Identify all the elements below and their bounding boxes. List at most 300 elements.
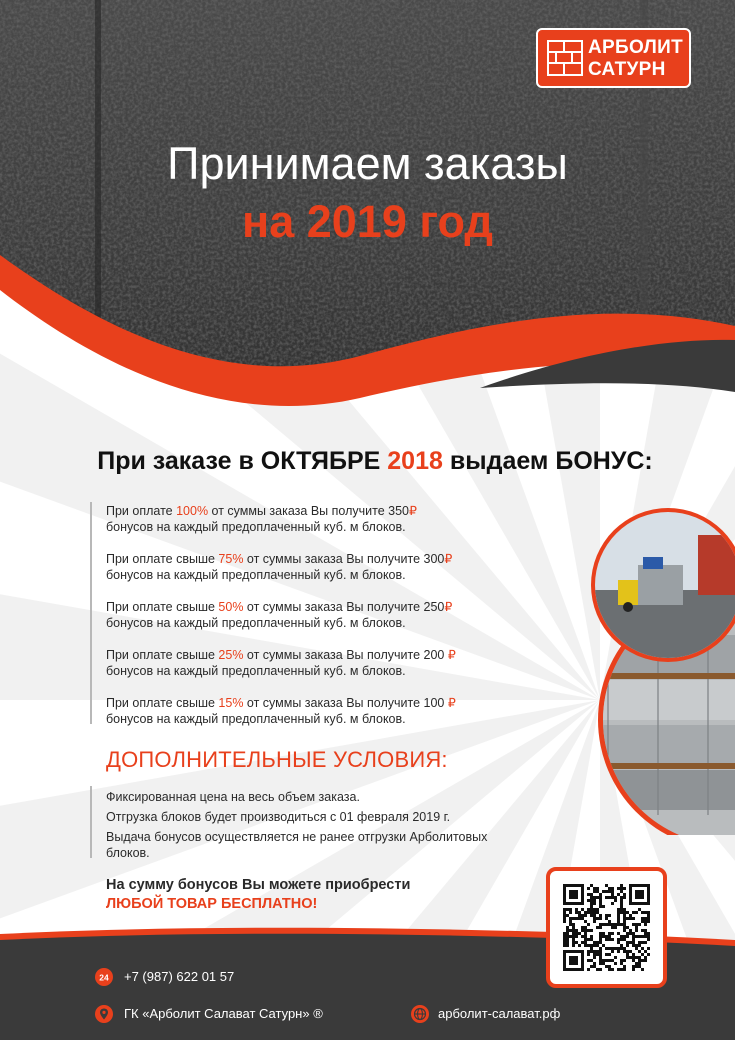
qr-module (641, 959, 644, 962)
qr-module (620, 896, 623, 899)
qr-module (635, 944, 638, 947)
qr-module (599, 926, 602, 929)
qr-module (641, 920, 644, 923)
qr-module (617, 920, 620, 923)
qr-module (590, 905, 593, 908)
qr-module (617, 938, 620, 941)
qr-module (623, 926, 626, 929)
qr-module (611, 893, 614, 896)
qr-module (566, 944, 569, 947)
bonus-item (106, 503, 486, 535)
qr-module (593, 914, 596, 917)
bonus-item-percent: 50% (218, 600, 244, 614)
qr-module (611, 932, 614, 935)
qr-module (590, 938, 593, 941)
qr-module (593, 902, 596, 905)
qr-module (596, 917, 599, 920)
qr-module (581, 917, 584, 920)
qr-module (572, 944, 575, 947)
qr-module (635, 947, 638, 950)
bonus-item-text: При оплате свыше (106, 696, 219, 710)
qr-module (608, 932, 611, 935)
qr-module (620, 905, 623, 908)
qr-module (599, 899, 602, 902)
qr-module (575, 929, 578, 932)
qr-module (599, 923, 602, 926)
qr-module (575, 917, 578, 920)
qr-module (638, 962, 641, 965)
qr-module (641, 917, 644, 920)
ruble-sign: ₽ (444, 552, 453, 566)
qr-module (605, 923, 608, 926)
qr-module (584, 935, 587, 938)
qr-module (596, 896, 599, 899)
qr-module (590, 902, 593, 905)
qr-module (608, 887, 611, 890)
qr-module (602, 944, 605, 947)
brick-wall-icon (545, 38, 585, 78)
qr-module (611, 938, 614, 941)
qr-module (608, 968, 611, 971)
qr-module (629, 917, 632, 920)
qr-module (569, 917, 572, 920)
bonus-title-part1: При заказе в ОКТЯБРЕ (97, 447, 388, 475)
qr-module (581, 914, 584, 917)
qr-module (608, 947, 611, 950)
qr-module (620, 899, 623, 902)
qr-module (599, 950, 602, 953)
logo-text-line1: АРБОЛИТ (588, 37, 684, 58)
bonus-item-text: При оплате свыше (106, 648, 219, 662)
qr-module (584, 944, 587, 947)
qr-module (581, 926, 584, 929)
bonus-item-percent: 15% (218, 696, 244, 710)
qr-module (623, 935, 626, 938)
qr-module (623, 896, 626, 899)
qr-module (569, 935, 572, 938)
qr-module (626, 941, 629, 944)
bonus-item (106, 647, 486, 679)
qr-module (626, 956, 629, 959)
qr-module (638, 941, 641, 944)
qr-module (647, 914, 650, 917)
qr-module (605, 953, 608, 956)
qr-module (632, 968, 635, 971)
bonus-item-text: от суммы заказа Вы получите 200 (243, 648, 448, 662)
qr-module (599, 905, 602, 908)
qr-module (605, 896, 608, 899)
qr-module (629, 956, 632, 959)
qr-module (644, 932, 647, 935)
qr-module (590, 947, 593, 950)
qr-module (611, 968, 614, 971)
qr-module (599, 896, 602, 899)
qr-module (581, 908, 584, 911)
qr-module (623, 923, 626, 926)
qr-module (569, 920, 572, 923)
qr-module (593, 965, 596, 968)
qr-module (563, 944, 566, 947)
qr-module (623, 914, 626, 917)
qr-module (632, 941, 635, 944)
qr-module (599, 959, 602, 962)
qr-module (638, 908, 641, 911)
headline-line1: Принимаем заказы (167, 138, 568, 189)
product-photo (548, 495, 735, 835)
qr-module (578, 914, 581, 917)
qr-module (647, 947, 650, 950)
qr-module (590, 911, 593, 914)
qr-module (602, 959, 605, 962)
bonus-item-text: от суммы заказа Вы получите 300 (243, 552, 445, 566)
qr-module (599, 893, 602, 896)
qr-module (608, 965, 611, 968)
qr-module (584, 926, 587, 929)
qr-finder (635, 890, 644, 899)
qr-module (599, 932, 602, 935)
qr-module (620, 935, 623, 938)
qr-module (623, 959, 626, 962)
qr-module (623, 929, 626, 932)
qr-module (572, 935, 575, 938)
bonus-item-text: от суммы заказа Вы получите 250 (243, 600, 445, 614)
qr-module (620, 902, 623, 905)
qr-module (620, 884, 623, 887)
qr-module (611, 887, 614, 890)
qr-module (590, 908, 593, 911)
qr-module (578, 944, 581, 947)
qr-module (584, 911, 587, 914)
qr-module (596, 944, 599, 947)
qr-module (566, 935, 569, 938)
qr-module (566, 932, 569, 935)
qr-module (617, 968, 620, 971)
bonus-item-text: бонусов на каждый предоплаченный куб. м блоков. (106, 568, 406, 582)
qr-module (569, 923, 572, 926)
ruble-sign: ₽ (447, 648, 456, 662)
qr-module (584, 941, 587, 944)
qr-module (605, 935, 608, 938)
qr-module (575, 935, 578, 938)
qr-module (641, 968, 644, 971)
qr-module (572, 938, 575, 941)
ruble-sign: ₽ (447, 696, 456, 710)
qr-module (611, 902, 614, 905)
qr-module (593, 911, 596, 914)
qr-module (599, 953, 602, 956)
qr-module (617, 908, 620, 911)
qr-module (593, 887, 596, 890)
qr-module (644, 956, 647, 959)
qr-module (587, 953, 590, 956)
qr-module (641, 941, 644, 944)
qr-module (614, 962, 617, 965)
qr-module (635, 956, 638, 959)
qr-module (596, 890, 599, 893)
qr-module (581, 941, 584, 944)
bonus-item-percent: 100% (176, 504, 209, 518)
qr-module (632, 944, 635, 947)
qr-module (611, 950, 614, 953)
qr-module (620, 959, 623, 962)
qr-module (632, 932, 635, 935)
qr-module (587, 923, 590, 926)
qr-module (641, 947, 644, 950)
qr-module (635, 965, 638, 968)
qr-module (569, 911, 572, 914)
qr-module (605, 959, 608, 962)
qr-module (626, 917, 629, 920)
qr-module (614, 947, 617, 950)
qr-module (623, 968, 626, 971)
qr-module (644, 941, 647, 944)
qr-module (617, 917, 620, 920)
qr-module (617, 932, 620, 935)
qr-module (590, 896, 593, 899)
bonus-item-text: бонусов на каждый предоплаченный куб. м блоков. (106, 520, 406, 534)
qr-module (572, 932, 575, 935)
qr-finder (569, 956, 578, 965)
qr-module (617, 950, 620, 953)
qr-module (632, 953, 635, 956)
conditions-divider (90, 786, 92, 858)
condition-item: Отгрузка блоков будет производиться с 01 февраля 2019 г. (106, 810, 451, 824)
qr-module (608, 959, 611, 962)
qr-module (590, 893, 593, 896)
qr-module (629, 914, 632, 917)
qr-module (620, 923, 623, 926)
qr-module (563, 941, 566, 944)
qr-module (617, 911, 620, 914)
qr-module (644, 923, 647, 926)
qr-module (623, 938, 626, 941)
qr-module (563, 917, 566, 920)
qr-module (584, 920, 587, 923)
qr-module (587, 899, 590, 902)
qr-module (617, 887, 620, 890)
qr-module (605, 914, 608, 917)
qr-module (587, 944, 590, 947)
qr-module (590, 944, 593, 947)
qr-module (563, 911, 566, 914)
bonus-item-text: бонусов на каждый предоплаченный куб. м блоков. (106, 616, 406, 630)
qr-module (641, 935, 644, 938)
bonus-title (0, 445, 735, 477)
qr-module (635, 923, 638, 926)
qr-module (575, 932, 578, 935)
qr-module (602, 935, 605, 938)
bonus-item-text: При оплате свыше (106, 600, 219, 614)
globe-icon (410, 1004, 430, 1024)
bonus-item-text: бонусов на каждый предоплаченный куб. м блоков. (106, 664, 406, 678)
qr-module (620, 911, 623, 914)
qr-module (602, 905, 605, 908)
qr-module (587, 968, 590, 971)
qr-module (620, 968, 623, 971)
qr-module (599, 947, 602, 950)
qr-module (599, 941, 602, 944)
qr-code (563, 884, 650, 971)
qr-module (602, 962, 605, 965)
qr-module (605, 884, 608, 887)
qr-module (611, 947, 614, 950)
qr-module (644, 929, 647, 932)
footer-company: ГК «Арболит Салават Сатурн» ® (124, 1006, 323, 1021)
qr-module (590, 965, 593, 968)
qr-module (578, 911, 581, 914)
qr-module (629, 941, 632, 944)
qr-module (593, 899, 596, 902)
qr-module (599, 968, 602, 971)
qr-module (644, 920, 647, 923)
qr-module (566, 914, 569, 917)
qr-module (623, 920, 626, 923)
qr-module (569, 929, 572, 932)
qr-module (632, 923, 635, 926)
qr-module (563, 908, 566, 911)
footer-phone[interactable]: +7 (987) 622 01 57 (124, 969, 235, 984)
qr-module (587, 887, 590, 890)
qr-module (599, 902, 602, 905)
qr-module (566, 941, 569, 944)
bonus-item-text: от суммы заказа Вы получите 100 (243, 696, 448, 710)
qr-module (587, 893, 590, 896)
qr-module (566, 938, 569, 941)
qr-module (596, 926, 599, 929)
qr-module (614, 923, 617, 926)
qr-module (581, 929, 584, 932)
qr-module (593, 941, 596, 944)
qr-module (590, 899, 593, 902)
qr-module (605, 947, 608, 950)
qr-module (644, 917, 647, 920)
qr-module (608, 953, 611, 956)
qr-module (584, 932, 587, 935)
qr-module (638, 959, 641, 962)
promo-line1: На сумму бонусов Вы можете приобрести (106, 877, 411, 893)
qr-module (647, 935, 650, 938)
qr-module (593, 908, 596, 911)
qr-module (635, 929, 638, 932)
qr-module (635, 926, 638, 929)
qr-module (599, 962, 602, 965)
bonus-title-year: 2018 (387, 447, 443, 475)
qr-module (572, 929, 575, 932)
qr-module (629, 950, 632, 953)
qr-module (566, 929, 569, 932)
qr-module (596, 968, 599, 971)
qr-module (638, 944, 641, 947)
qr-module (590, 929, 593, 932)
qr-module (638, 965, 641, 968)
qr-module (620, 887, 623, 890)
qr-module (563, 920, 566, 923)
qr-finder (569, 890, 578, 899)
qr-module (620, 962, 623, 965)
bonus-item-percent: 75% (218, 552, 244, 566)
qr-module (638, 935, 641, 938)
qr-module (587, 938, 590, 941)
qr-module (599, 938, 602, 941)
qr-module (623, 893, 626, 896)
bonus-item-text: При оплате (106, 504, 177, 518)
qr-module (647, 917, 650, 920)
logo-text-line2: САТУРН (588, 59, 666, 80)
qr-module (590, 935, 593, 938)
qr-module (590, 884, 593, 887)
qr-module (644, 911, 647, 914)
qr-module (575, 941, 578, 944)
qr-module (629, 929, 632, 932)
qr-module (605, 965, 608, 968)
qr-module (572, 917, 575, 920)
qr-module (590, 959, 593, 962)
qr-module (608, 920, 611, 923)
qr-module (593, 920, 596, 923)
qr-module (602, 932, 605, 935)
qr-module (614, 926, 617, 929)
qr-module (638, 923, 641, 926)
qr-module (608, 890, 611, 893)
qr-module (617, 893, 620, 896)
qr-module (569, 908, 572, 911)
qr-module (632, 911, 635, 914)
qr-module (620, 938, 623, 941)
qr-module (563, 932, 566, 935)
bonus-list-divider (90, 502, 92, 724)
qr-module (584, 929, 587, 932)
qr-module (593, 896, 596, 899)
qr-module (620, 908, 623, 911)
promo-line2: ЛЮБОЙ ТОВАР БЕСПЛАТНО! (106, 896, 318, 912)
qr-module (632, 965, 635, 968)
bonus-item-percent: 25% (218, 648, 244, 662)
qr-module (599, 935, 602, 938)
footer-website[interactable]: арболит-салават.рф (438, 1006, 561, 1021)
qr-module (575, 911, 578, 914)
qr-module (623, 917, 626, 920)
qr-module (623, 911, 626, 914)
qr-module (593, 953, 596, 956)
qr-module (617, 941, 620, 944)
qr-module (644, 935, 647, 938)
qr-module (587, 908, 590, 911)
qr-module (611, 890, 614, 893)
qr-module (632, 956, 635, 959)
qr-module (614, 896, 617, 899)
qr-module (641, 929, 644, 932)
qr-module (593, 962, 596, 965)
qr-module (638, 956, 641, 959)
qr-module (626, 944, 629, 947)
qr-module (605, 917, 608, 920)
phone-24-icon (94, 967, 114, 987)
qr-module (578, 932, 581, 935)
qr-module (620, 944, 623, 947)
qr-module (602, 923, 605, 926)
qr-module (563, 938, 566, 941)
qr-module (593, 950, 596, 953)
qr-module (626, 935, 629, 938)
qr-module (647, 920, 650, 923)
qr-module (584, 938, 587, 941)
condition-item: блоков. (106, 846, 150, 860)
qr-module (626, 953, 629, 956)
qr-module (647, 911, 650, 914)
bonus-item-text: При оплате свыше (106, 552, 219, 566)
qr-module (596, 950, 599, 953)
qr-module (587, 950, 590, 953)
